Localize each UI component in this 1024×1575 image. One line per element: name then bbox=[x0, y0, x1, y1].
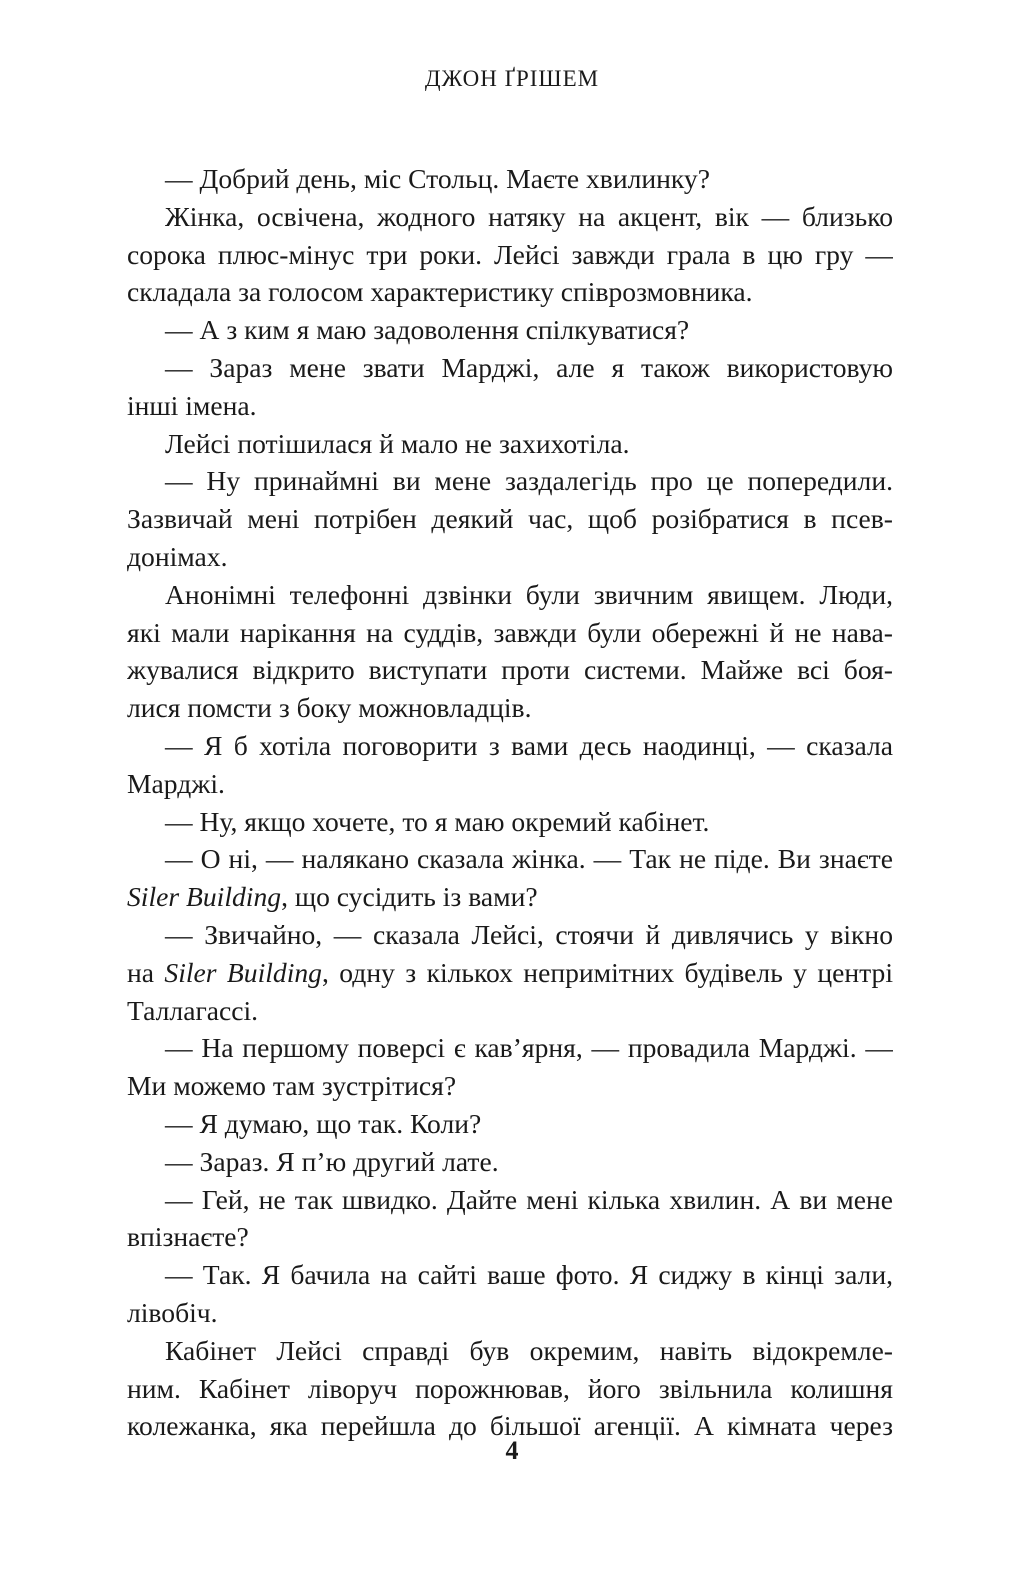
text-line: Лейсі потішилася й мало не захихотіла. bbox=[165, 427, 630, 459]
text-line: донімах. bbox=[127, 540, 228, 572]
italic-title: Siler Building bbox=[127, 881, 282, 913]
text-line: — Я б хотіла поговорити з вами десь наодинці, — сказала bbox=[165, 729, 893, 761]
text-line: колежанка, яка перейшла до більшої агенції. А кімната через bbox=[127, 1410, 893, 1442]
text-line: впізнаєте? bbox=[127, 1221, 249, 1253]
text-line: жувалися відкрито виступати проти системи. Майже всі боя- bbox=[127, 654, 893, 686]
text-line bbox=[127, 878, 893, 916]
text-line: лися помсти з боку можновладців. bbox=[127, 692, 532, 724]
text-line: — Так. Я бачила на сайті ваше фото. Я сиджу в кінці зали, bbox=[165, 1259, 893, 1291]
text-line: — Добрий день, міс Стольц. Маєте хвилинку? bbox=[165, 163, 710, 194]
text-line: Кабінет Лейсі справді був окремим, навіть відокремле- bbox=[165, 1334, 893, 1366]
text-line: — А з ким я маю задоволення спілкуватися? bbox=[165, 314, 690, 346]
text-line: сорока плюс-мінус три роки. Лейсі завжди грала в цю гру — bbox=[127, 238, 893, 270]
text-line: — Зараз. Я п’ю другий лате. bbox=[165, 1145, 499, 1177]
running-header: ДЖОН ҐРІШЕМ bbox=[424, 66, 600, 91]
text-line: Жінка, освічена, жодного натяку на акцент, вік — близько bbox=[165, 200, 893, 232]
text-line: Анонімні телефонні дзвінки були звичним явищем. Люди, bbox=[165, 578, 893, 610]
text-line: — На першому поверсі є кав’ярня, — провадила Марджі. — bbox=[165, 1032, 893, 1064]
body-text bbox=[127, 160, 893, 1445]
text-line: Таллагассі. bbox=[127, 994, 259, 1026]
text-line: інші імена. bbox=[127, 389, 257, 421]
text-line: Ми можемо там зустрітися? bbox=[127, 1070, 457, 1102]
text-line: лівобіч. bbox=[127, 1296, 218, 1328]
text-line: — О ні, — налякано сказала жінка. — Так не піде. Ви знаєте bbox=[165, 843, 893, 875]
page-number: 4 bbox=[505, 1436, 519, 1465]
text-line-segment: , одну з кількох непримітних будівель у центрі bbox=[321, 956, 893, 988]
text-line bbox=[127, 954, 893, 992]
text-line: складала за голосом характеристику співрозмовника. bbox=[127, 276, 753, 308]
text-line: — Гей, не так швидко. Дайте мені кілька хвилин. А ви мене bbox=[165, 1183, 893, 1215]
text-line: Зазвичай мені потрібен деякий час, щоб розібратися в псев- bbox=[127, 503, 893, 535]
text-line: — Ну, якщо хочете, то я маю окремий кабінет. bbox=[165, 805, 710, 837]
italic-title: Siler Building bbox=[164, 956, 322, 988]
text-line-segment: на bbox=[127, 956, 165, 988]
text-line: Марджі. bbox=[127, 767, 225, 799]
text-line: ним. Кабінет ліворуч порожнював, його звільнила колишня bbox=[127, 1372, 893, 1404]
text-line: — Звичайно, — сказала Лейсі, стоячи й дивлячись у вікно bbox=[165, 918, 893, 950]
text-line: — Ну принаймні ви мене заздалегідь про це попередили. bbox=[165, 465, 893, 497]
text-line: — Я думаю, що так. Коли? bbox=[165, 1107, 482, 1139]
text-line: — Зараз мене звати Марджі, але я також використовую bbox=[165, 351, 893, 383]
text-line: які мали нарікання на суддів, завжди були обережні й не нава- bbox=[127, 616, 893, 648]
text-line-segment: , що сусідить із вами? bbox=[281, 881, 538, 913]
